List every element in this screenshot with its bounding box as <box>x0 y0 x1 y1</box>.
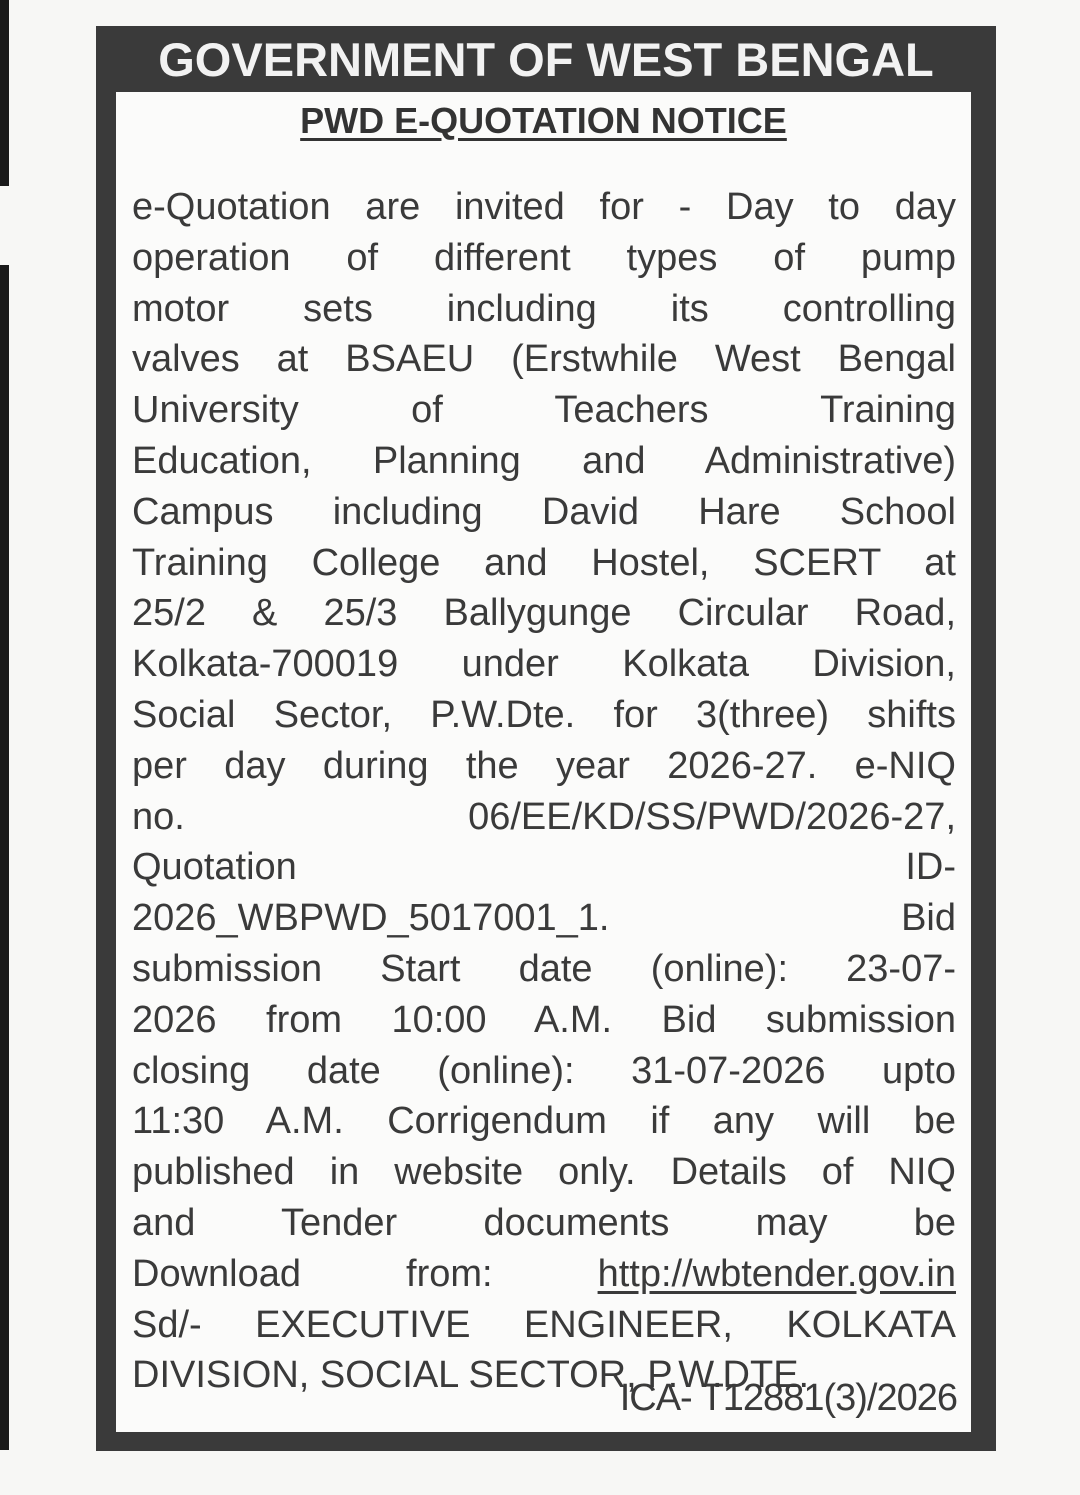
body-line: University of Teachers Training <box>132 389 956 432</box>
body-line: Quotation ID- <box>132 846 956 889</box>
body-line: Education, Planning and Administrative) <box>132 439 956 482</box>
body-line: 2026_WBPWD_5017001_1. Bid <box>132 897 956 940</box>
download-prefix: Download from: <box>132 1252 598 1295</box>
notice-header: GOVERNMENT OF WEST BENGAL <box>158 32 934 86</box>
body-line: e-Quotation are invited for - Day to day <box>132 186 956 228</box>
body-line: Campus including David Hare School <box>132 490 956 533</box>
body-line: 11:30 A.M. Corrigendum if any will be <box>132 1100 956 1143</box>
page-edge-mark-bottom <box>0 265 9 1450</box>
body-line: submission Start date (online): 23-07- <box>132 947 956 990</box>
body-line: and Tender documents may be <box>132 1201 956 1244</box>
body-line: per day during the year 2026-27. e-NIQ <box>132 744 956 787</box>
notice-subheading: PWD E-QUOTATION NOTICE <box>300 100 787 141</box>
body-line: operation of different types of pump <box>132 236 956 279</box>
body-line: 2026 from 10:00 A.M. Bid submission <box>132 998 956 1041</box>
tender-notice <box>96 26 996 1451</box>
body-line: Social Sector, P.W.Dte. for 3(three) shifts <box>132 693 956 736</box>
body-line: closing date (online): 31-07-2026 upto <box>132 1049 956 1092</box>
signature-line: Sd/- EXECUTIVE ENGINEER, KOLKATA <box>132 1303 956 1346</box>
signature-line: DIVISION, SOCIAL SECTOR, P.W.DTE. <box>132 1354 810 1397</box>
body-line: motor sets including its controlling <box>132 287 956 330</box>
notice-body-panel <box>116 92 971 1432</box>
body-line: Training College and Hostel, SCERT at <box>132 541 956 584</box>
page-edge-mark-top <box>0 0 9 186</box>
download-line <box>132 1249 956 1300</box>
body-line: 25/2 & 25/3 Ballygunge Circular Road, <box>132 592 956 635</box>
notice-body <box>132 182 956 1401</box>
body-line: no. 06/EE/KD/SS/PWD/2026-27, <box>132 795 956 838</box>
download-link[interactable]: http://wbtender.gov.in <box>597 1252 956 1295</box>
body-line: valves at BSAEU (Erstwhile West Bengal <box>132 338 956 381</box>
body-line: Kolkata-700019 under Kolkata Division, <box>132 643 956 686</box>
reference-number: ICA- T12881(3)/2026 <box>619 1377 957 1419</box>
body-line: published in website only. Details of NIQ <box>132 1151 956 1194</box>
